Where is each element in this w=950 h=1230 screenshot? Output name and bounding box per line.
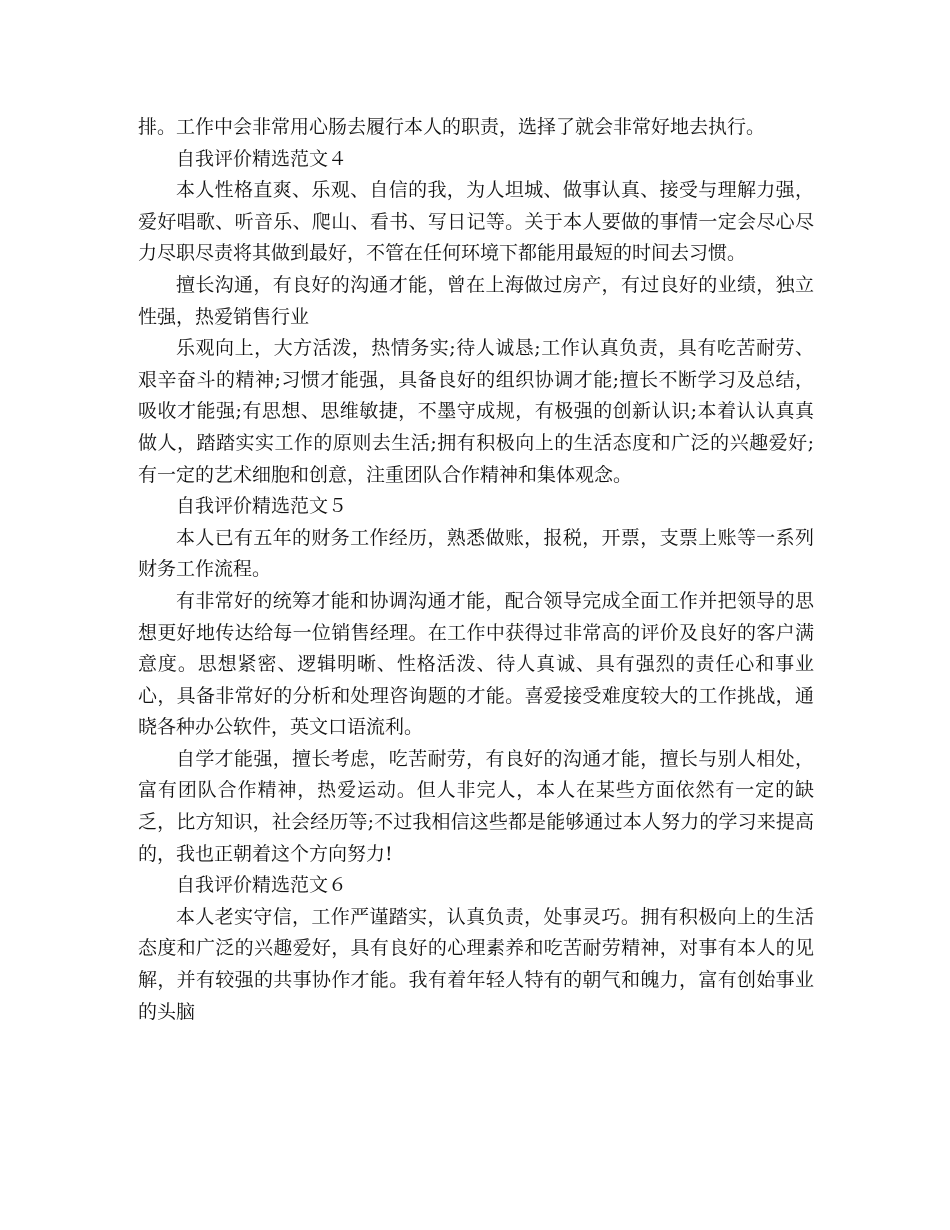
paragraph: 本人老实守信，工作严谨踏实，认真负责，处事灵巧。拥有积极向上的生活态度和广泛的兴趣爱好，具有良好的心理素养和吃苦耐劳精神，对事有本人的见解，并有较强的共事协作才能。我有着年轻人特有的朝气和魄力，富有创始事业的头脑	[138, 905, 814, 1023]
section-heading-4: 自我评价精选范文４	[176, 147, 348, 170]
section-heading-6: 自我评价精选范文６	[176, 874, 348, 897]
paragraph-continuation: 排。工作中会非常用心肠去履行本人的职责，选择了就会非常好地去执行。	[138, 116, 766, 138]
document-page	[138, 112, 814, 1028]
paragraph: 自学才能强，擅长考虑，吃苦耐劳，有良好的沟通才能，擅长与别人相处，富有团队合作精神，热爱运动。但人非完人，本人在某些方面依然有一定的缺乏，比方知识，社会经历等;不过我相信这些都是能够通过本人努力的学习来提高的，我也正朝着这个方向努力!	[138, 747, 814, 865]
paragraph: 乐观向上，大方活泼，热情务实;待人诚恳;工作认真负责，具有吃苦耐劳、艰辛奋斗的精神;习惯才能强，具备良好的组织协调才能;擅长不断学习及总结，吸收才能强;有思想、思维敏捷，不墨守成规，有极强的创新认识;本着认认真真做人，踏踏实实工作的原则去生活;拥有积极向上的生活态度和广泛的兴趣爱好;有一定的艺术细胞和创意，注重团队合作精神和集体观念。	[138, 337, 814, 486]
paragraph: 有非常好的统筹才能和协调沟通才能，配合领导完成全面工作并把领导的思想更好地传达给每一位销售经理。在工作中获得过非常高的评价及良好的客户满意度。思想紧密、逻辑明晰、性格活泼、待人真诚、具有强烈的责任心和事业心，具备非常好的分析和处理咨询题的才能。喜爱接受难度较大的工作挑战，通晓各种办公软件，英文口语流利。	[138, 589, 814, 739]
paragraph: 本人已有五年的财务工作经历，熟悉做账，报税，开票，支票上账等一系列财务工作流程。	[138, 526, 814, 581]
paragraph: 本人性格直爽、乐观、自信的我，为人坦城、做事认真、接受与理解力强，爱好唱歌、听音乐、爬山、看书、写日记等。关于本人要做的事情一定会尽心尽力尽职尽责将其做到最好，不管在任何环境下都能用最短的时间去习惯。	[138, 179, 814, 265]
paragraph: 擅长沟通，有良好的沟通才能，曾在上海做过房产，有过良好的业绩，独立性强，热爱销售行业	[138, 273, 814, 328]
section-heading-5: 自我评价精选范文５	[176, 495, 348, 518]
